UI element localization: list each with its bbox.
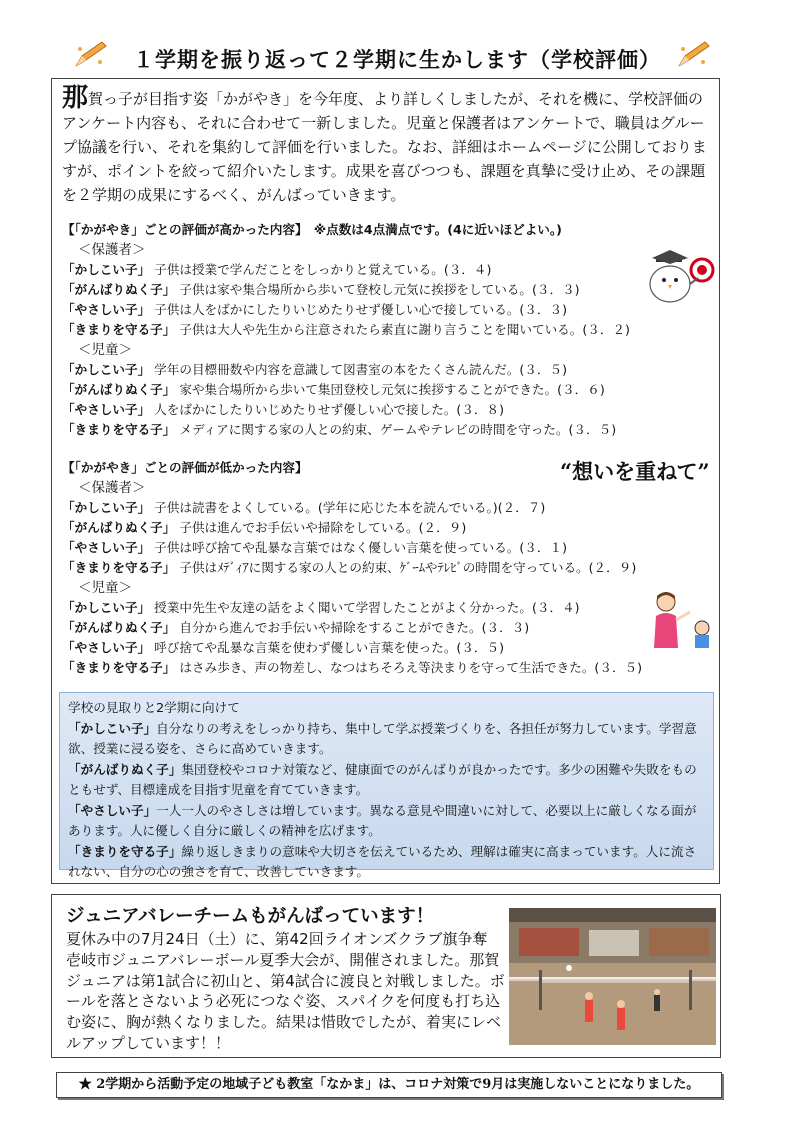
list-item: 「がんばりぬく子」 子供は進んでお手伝いや掃除をしている。(２．９)	[62, 520, 467, 535]
list-item: 「きまりを守る子」 メディアに関する家の人との約束、ゲームやテレビの時間を守った。(３．５)	[62, 422, 617, 437]
slogan: “想いを重ねて”	[560, 459, 710, 484]
list-item: 「やさしい子」 呼び捨てや乱暴な言葉を使わず優しい言葉を使った。(３．５)	[62, 640, 505, 655]
review-item: 「きまりを守る子」繰り返しきまりの意味や大切さを伝えているため、理解は確実に高まっています。人に流されない、自分の心の強さを育て、改善していきます。	[68, 843, 697, 879]
list-item: 「かしこい子」 授業中先生や友達の話をよく聞いて学習したことがよく分かった。(３．４)	[62, 600, 580, 615]
list-item: 「やさしい子」 人をばかにしたりいじめたりせず優しい心で接した。(３．８)	[62, 402, 505, 417]
guardian-label: ＜保護者＞	[78, 480, 146, 496]
mascot-illustration	[640, 248, 716, 308]
junior-title: ジュニアバレーチームもがんばっています！	[66, 906, 435, 927]
high-eval-section	[62, 220, 712, 440]
list-item: 「きまりを守る子」 はさみ歩き、声の物差し、なつはちそろえ等決まりを守って生活できた。(３．５)	[62, 660, 643, 675]
list-item: 「きまりを守る子」 子供はﾒﾃﾞｨｱに関する家の人との約束、ｹﾞｰﾑやﾃﾚﾋﾞの時間を守っている。(２．９)	[62, 560, 637, 575]
guardian-label: ＜保護者＞	[78, 242, 146, 258]
junior-text: 夏休み中の7月24日（土）に、第42回ライオンズクラブ旗争奪 壱岐市ジュニアバレーボール夏季大会が、開催されました。那賀ジュニアは第1試合に初山と、第4試合に渡良と対戦しました。ボールを落とさないよう必死につなぐ姿、スパイクを何度も打ち込む姿に、胸が熱くなりました。結果は惜敗でしたが、着実にレベルアップしています！！	[66, 930, 505, 1052]
pencil-icon	[72, 40, 108, 70]
list-item: 「きまりを守る子」 子供は大人や先生から注意されたら素直に謝り言うことを聞いている。(３．２)	[62, 322, 630, 337]
list-item: 「かしこい子」 子供は授業で学んだことをしっかりと覚えている。(３．４)	[62, 262, 492, 277]
page-title: １学期を振り返って２学期に生かします（学校評価）	[133, 48, 661, 72]
child-label: ＜児童＞	[78, 342, 132, 358]
intro-text: 賀っ子が目指す姿「かがやき」を今年度、より詳しくしましたが、それを機に、学校評価のアンケート内容も、それに合わせて一新しました。児童と保護者はアンケートで、職員はグループ協議を行い、それを集約して評価を行いました。なお、詳細はホームページに公開しておりますが、ポイントを絞って紹介いたします。成果を喜びつつも、課題を真摯に受け止め、その課題を２学期の成果にするべく、がんばっていきます。	[62, 90, 707, 204]
low-eval-section	[62, 458, 712, 678]
high-eval-heading: 【「かがやき」ごとの評価が高かった内容】 ※点数は4点満点です。(4に近いほどよい。)	[62, 222, 562, 237]
list-item: 「がんばりぬく子」 自分から進んでお手伝いや掃除をすることができた。(３．３)	[62, 620, 530, 635]
list-item: 「やさしい子」 子供は呼び捨てや乱暴な言葉ではなく優しい言葉を使っている。(３．１)	[62, 540, 567, 555]
list-item: 「かしこい子」 学年の目標冊数や内容を意識して図書室の本をたくさん読んだ。(３．５)	[62, 362, 567, 377]
intro-paragraph	[62, 83, 712, 207]
review-item: 「がんばりぬく子」集団登校やコロナ対策など、健康面でのがんばりが良かったです。多少の困難や失敗をものともせず、目標達成を目指す児童を育てていきます。	[68, 761, 697, 797]
list-item: 「がんばりぬく子」 家や集合場所から歩いて集団登校し元気に挨拶することができた。(３．６)	[62, 382, 605, 397]
volleyball-photo	[509, 908, 716, 1045]
child-label: ＜児童＞	[78, 580, 132, 596]
notice-banner: ★ 2学期から活動予定の地域子ども教室「なかま」は、コロナ対策で9月は実施しないことになりました。	[56, 1072, 722, 1098]
list-item: 「がんばりぬく子」 子供は家や集合場所から歩いて登校し元気に挨拶をしている。(３．３)	[62, 282, 580, 297]
drop-cap: 那	[62, 83, 89, 113]
review-box	[59, 692, 714, 879]
review-heading: 学校の見取りと2学期に向けて	[68, 700, 240, 715]
list-item: 「かしこい子」 子供は読書をよくしている。(学年に応じた本を読んでいる。)(２．７)	[62, 500, 546, 515]
teacher-illustration	[648, 590, 714, 648]
list-item: 「やさしい子」 子供は人をばかにしたりいじめたりせず優しい心で接している。(３．３)	[62, 302, 567, 317]
review-item: 「やさしい子」一人一人のやさしさは増しています。異なる意見や間違いに対して、必要以上に厳しくなる面があります。人に優しく自分に厳しくの精神を広げます。	[68, 802, 697, 838]
pencil-icon	[675, 40, 711, 70]
review-item: 「かしこい子」自分なりの考えをしっかり持ち、集中して学ぶ授業づくりを、各担任が努力しています。学習意欲、授業に浸る姿を、さらに高めていきます。	[68, 720, 697, 756]
low-eval-heading: 【「かがやき」ごとの評価が低かった内容】	[62, 460, 308, 475]
